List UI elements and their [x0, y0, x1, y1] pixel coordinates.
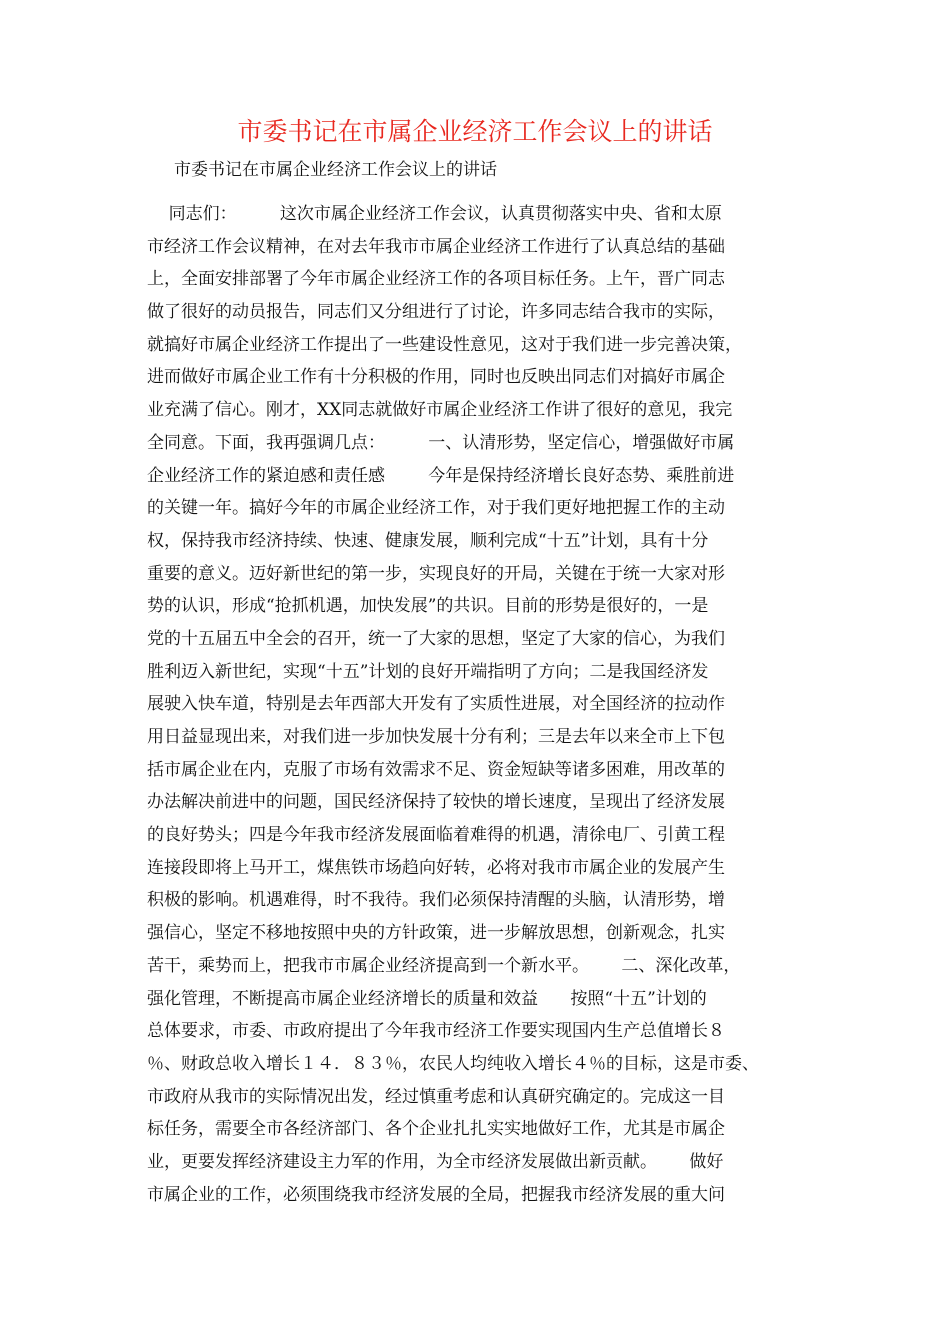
- body-line: 办法解决前进中的问题，国民经济保持了较快的增长速度，呈现出了经济发展: [147, 792, 725, 813]
- body-line: ％、财政总收入增长１４．８３％，农民人均纯收入增长４％的目标，这是市委、: [147, 1053, 759, 1074]
- body-line: 胜利迈入新世纪，实现“十五”计划的良好开端指明了方向；二是我国经济发: [147, 661, 709, 682]
- body-line: 权，保持我市经济持续、快速、健康发展，顺利完成“十五”计划，具有十分: [147, 530, 709, 551]
- body-line: 市属企业的工作，必须围绕我市经济发展的全局，把握我市经济发展的重大问: [147, 1184, 725, 1205]
- document-body: [147, 198, 807, 1211]
- body-line: 的良好势头；四是今年我市经济发展面临着难得的机遇，清徐电厂、引黄工程: [147, 825, 725, 846]
- body-line: 势的认识，形成“抢抓机遇，加快发展”的共识。目前的形势是很好的，一是: [147, 596, 709, 617]
- body-line: 标任务，需要全市各经济部门、各个企业扎扎实实地做好工作，尤其是市属企: [147, 1119, 725, 1140]
- body-line: 全同意。下面，我再强调几点： 一、认清形势，坚定信心，增强做好市属: [147, 432, 735, 453]
- body-line: 展驶入快车道，特别是去年西部大开发有了实质性进展，对全国经济的拉动作: [147, 694, 725, 715]
- body-line: 同志们： 这次市属企业经济工作会议，认真贯彻落实中央、省和太原: [147, 204, 722, 224]
- body-line: 连接段即将上马开工，煤焦铁市场趋向好转，必将对我市市属企业的发展产生: [147, 857, 725, 878]
- body-line: 做了很好的动员报告，同志们又分组进行了讨论，许多同志结合我市的实际，: [147, 302, 725, 323]
- body-line: 总体要求，市委、市政府提出了今年我市经济工作要实现国内生产总值增长８: [147, 1021, 725, 1042]
- body-line: 企业经济工作的紧迫感和责任感 今年是保持经济增长良好态势、乘胜前进: [147, 465, 735, 486]
- body-line: 括市属企业在内，克服了市场有效需求不足、资金短缺等诸多困难，用改革的: [147, 759, 725, 780]
- document-subtitle: 市委书记在市属企业经济工作会议上的讲话: [174, 160, 497, 180]
- body-line: 重要的意义。迈好新世纪的第一步，实现良好的开局，关键在于统一大家对形: [147, 563, 725, 584]
- body-line: 业充满了信心。刚才，XX同志就做好市属企业经济工作讲了很好的意见，我完: [147, 400, 733, 421]
- body-line: 苦干，乘势而上，把我市市属企业经济提高到一个新水平。 二、深化改革，: [147, 955, 741, 976]
- body-line: 市经济工作会议精神，在对去年我市市属企业经济工作进行了认真总结的基础: [147, 236, 725, 257]
- body-line: 就搞好市属企业经济工作提出了一些建设性意见，这对于我们进一步完善决策，: [147, 334, 742, 355]
- body-line: 强信心，坚定不移地按照中央的方针政策，进一步解放思想，创新观念，扎实: [147, 923, 725, 944]
- document-title: 市委书记在市属企业经济工作会议上的讲话: [237, 117, 713, 146]
- body-line: 党的十五届五中全会的召开，统一了大家的思想，坚定了大家的信心，为我们: [147, 628, 725, 649]
- body-line: 进而做好市属企业工作有十分积极的作用，同时也反映出同志们对搞好市属企: [147, 367, 725, 388]
- body-line: 的关键一年。搞好今年的市属企业经济工作，对于我们更好地把握工作的主动: [147, 498, 725, 519]
- body-line: 业，更要发挥经济建设主力军的作用，为全市经济发展做出新贡献。 做好: [147, 1151, 724, 1172]
- body-line: 上，全面安排部署了今年市属企业经济工作的各项目标任务。上午，晋广同志: [147, 269, 725, 290]
- body-line: 市政府从我市的实际情况出发，经过慎重考虑和认真研究确定的。完成这一目: [147, 1086, 725, 1107]
- body-line: 用日益显现出来，对我们进一步加快发展十分有利；三是去年以来全市上下包: [147, 727, 725, 747]
- body-line: 积极的影响。机遇难得，时不我待。我们必须保持清醒的头脑，认清形势，增: [147, 890, 725, 911]
- body-line: 强化管理，不断提高市属企业经济增长的质量和效益 按照“十五”计划的: [147, 988, 707, 1009]
